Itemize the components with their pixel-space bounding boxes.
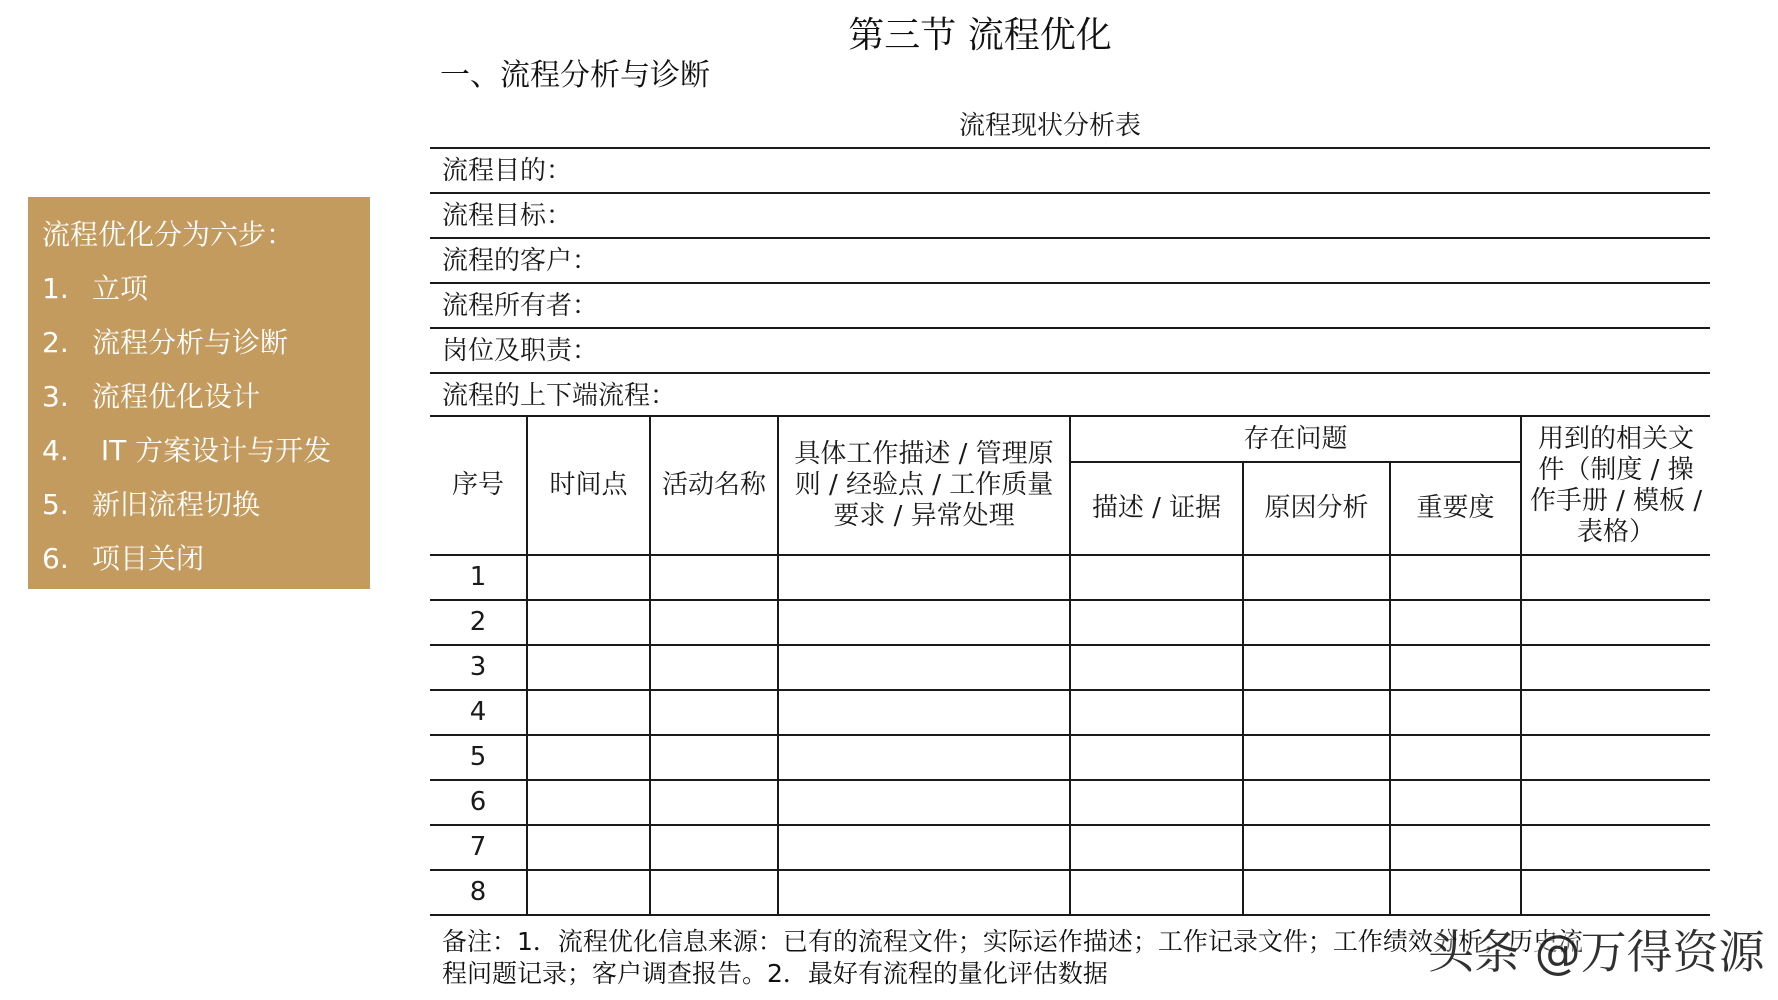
info-row-roles: 岗位及职责： [430,329,1710,374]
analysis-table [430,415,1710,916]
cell-activity [650,780,778,825]
step-label: 流程分析与诊断 [92,326,289,359]
steps-box [28,197,370,589]
cell-problem-desc [1070,555,1243,600]
info-row-goal: 流程目标： [430,194,1710,239]
cell-time [527,645,650,690]
table-row [430,645,1710,690]
cell-importance [1390,645,1521,690]
cell-docs [1521,555,1710,600]
cell-problem-desc [1070,690,1243,735]
row-number: 6 [430,780,527,825]
cell-cause [1243,870,1390,915]
header-work-desc [778,416,1070,555]
cell-cause [1243,555,1390,600]
cell-problem-desc [1070,870,1243,915]
slide-title: 第三节 流程优化 [848,15,1112,56]
cell-activity [650,690,778,735]
cell-importance [1390,870,1521,915]
cell-docs [1521,735,1710,780]
cell-docs [1521,780,1710,825]
step-item [42,485,370,525]
table-row [430,780,1710,825]
info-row-customer: 流程的客户： [430,239,1710,284]
note-line-2: 程问题记录；客户调查报告。2．最好有流程的量化评估数据 [442,959,1108,988]
note-line-1: 备注：1．流程优化信息来源：已有的流程文件；实际运作描述；工作记录文件；工作绩效分析；历史流 [442,927,1583,956]
step-label: IT 方案设计与开发 [92,434,332,467]
step-number: 4. [42,434,69,467]
step-number: 5. [42,488,69,521]
info-row-upstream-downstream: 流程的上下端流程： [442,381,677,411]
cell-problem-desc [1070,735,1243,780]
watermark: 头条 @万得资源 [1428,925,1765,979]
cell-importance [1390,780,1521,825]
cell-activity [650,555,778,600]
step-label: 流程优化设计 [92,380,261,413]
step-number: 3. [42,380,69,413]
header-time: 时间点 [527,416,650,555]
header-importance: 重要度 [1390,462,1521,555]
step-number: 1. [42,272,69,305]
cell-work-desc [778,870,1070,915]
cell-cause [1243,600,1390,645]
cell-importance [1390,555,1521,600]
cell-activity [650,645,778,690]
cell-importance [1390,600,1521,645]
step-label: 项目关闭 [92,542,205,575]
table-row [430,870,1710,915]
row-number: 1 [430,555,527,600]
cell-cause [1243,780,1390,825]
table-row [430,735,1710,780]
row-number: 4 [430,690,527,735]
cell-cause [1243,735,1390,780]
header-work-desc-label: 具体工作描述 / 管理原则 / 经验点 / 工作质量要求 / 异常处理 [794,439,1054,531]
table-row [430,825,1710,870]
cell-docs [1521,645,1710,690]
cell-activity [650,600,778,645]
row-number: 7 [430,825,527,870]
header-problem-group: 存在问题 [1070,416,1521,462]
cell-work-desc [778,555,1070,600]
cell-importance [1390,690,1521,735]
cell-importance [1390,735,1521,780]
header-activity-label: 活动名称 [661,470,766,500]
header-cause: 原因分析 [1243,462,1390,555]
header-seq: 序号 [430,416,527,555]
cell-docs [1521,600,1710,645]
cell-docs [1521,825,1710,870]
cell-problem-desc [1070,825,1243,870]
step-item [42,323,370,363]
cell-work-desc [778,735,1070,780]
cell-work-desc [778,600,1070,645]
cell-work-desc [778,825,1070,870]
row-number: 3 [430,645,527,690]
cell-cause [1243,825,1390,870]
step-item [42,269,370,309]
cell-docs [1521,690,1710,735]
table-caption: 流程现状分析表 [958,111,1141,141]
cell-time [527,870,650,915]
cell-docs [1521,870,1710,915]
header-activity [650,416,778,555]
cell-time [527,600,650,645]
cell-time [527,780,650,825]
section-title: 一、流程分析与诊断 [440,58,710,93]
info-rows [430,147,1710,419]
cell-problem-desc [1070,645,1243,690]
cell-work-desc [778,690,1070,735]
cell-activity [650,735,778,780]
row-number: 8 [430,870,527,915]
cell-work-desc [778,780,1070,825]
cell-work-desc [778,645,1070,690]
header-docs-label: 用到的相关文件（制度 / 操作手册 / 模板 / 表格） [1529,423,1703,547]
cell-cause [1243,645,1390,690]
table-row [430,555,1710,600]
cell-problem-desc [1070,780,1243,825]
header-docs [1521,416,1710,555]
row-number: 5 [430,735,527,780]
step-number: 2. [42,326,69,359]
cell-time [527,555,650,600]
table-row [430,600,1710,645]
row-number: 2 [430,600,527,645]
cell-activity [650,870,778,915]
step-item [42,431,370,471]
info-row-purpose: 流程目的： [430,149,1710,194]
step-item [42,377,370,417]
step-item [42,539,370,579]
header-problem-desc: 描述 / 证据 [1070,462,1243,555]
cell-cause [1243,690,1390,735]
cell-importance [1390,825,1521,870]
steps-heading: 流程优化分为六步： [42,218,295,251]
cell-time [527,825,650,870]
cell-activity [650,825,778,870]
step-number: 6. [42,542,69,575]
cell-problem-desc [1070,600,1243,645]
cell-time [527,735,650,780]
cell-time [527,690,650,735]
info-row-owner: 流程所有者： [430,284,1710,329]
step-label: 立项 [92,272,149,305]
step-label: 新旧流程切换 [92,488,261,521]
table-row [430,690,1710,735]
